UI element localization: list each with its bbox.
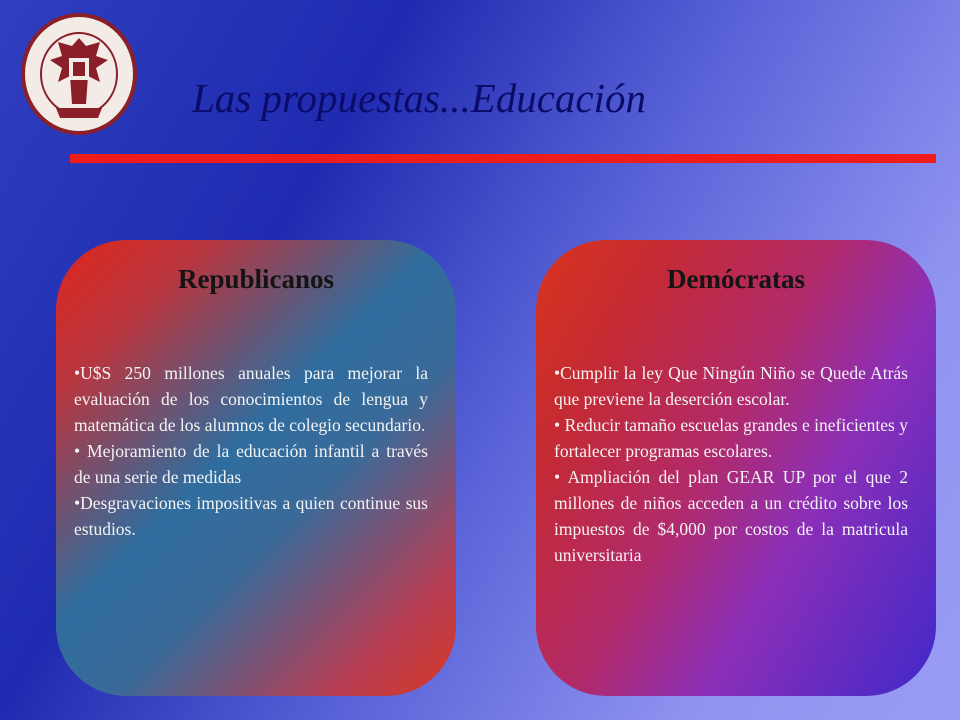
list-item: • Ampliación del plan GEAR UP por el que 2 millones de niños acceden a un crédito sobre los impuestos de $4,000 por costos de la matricula universitaria (554, 467, 908, 565)
university-seal-icon (20, 12, 138, 136)
list-item: •Cumplir la ley Que Ningún Niño se Quede Atrás que previene la deserción escolar. (554, 363, 908, 409)
republicanos-card (56, 240, 456, 696)
democratas-list (554, 360, 908, 568)
list-item: • Reducir tamaño escuelas grandes e ineficientes y fortalecer programas escolares. (554, 415, 908, 461)
list-item: • Mejoramiento de la educación infantil a través de una serie de medidas (74, 441, 428, 487)
title-divider (70, 154, 936, 163)
list-item: •Desgravaciones impositivas a quien continue sus estudios. (74, 493, 428, 539)
democratas-card (536, 240, 936, 696)
republicanos-heading: Republicanos (177, 264, 335, 294)
democratas-heading: Demócratas (667, 264, 805, 294)
page-title: Las propuestas...Educación (192, 75, 647, 121)
republicanos-list (74, 360, 428, 542)
list-item: •U$S 250 millones anuales para mejorar la evaluación de los conocimientos de lengua y matemática de los alumnos de colegio secundario. (74, 363, 428, 435)
